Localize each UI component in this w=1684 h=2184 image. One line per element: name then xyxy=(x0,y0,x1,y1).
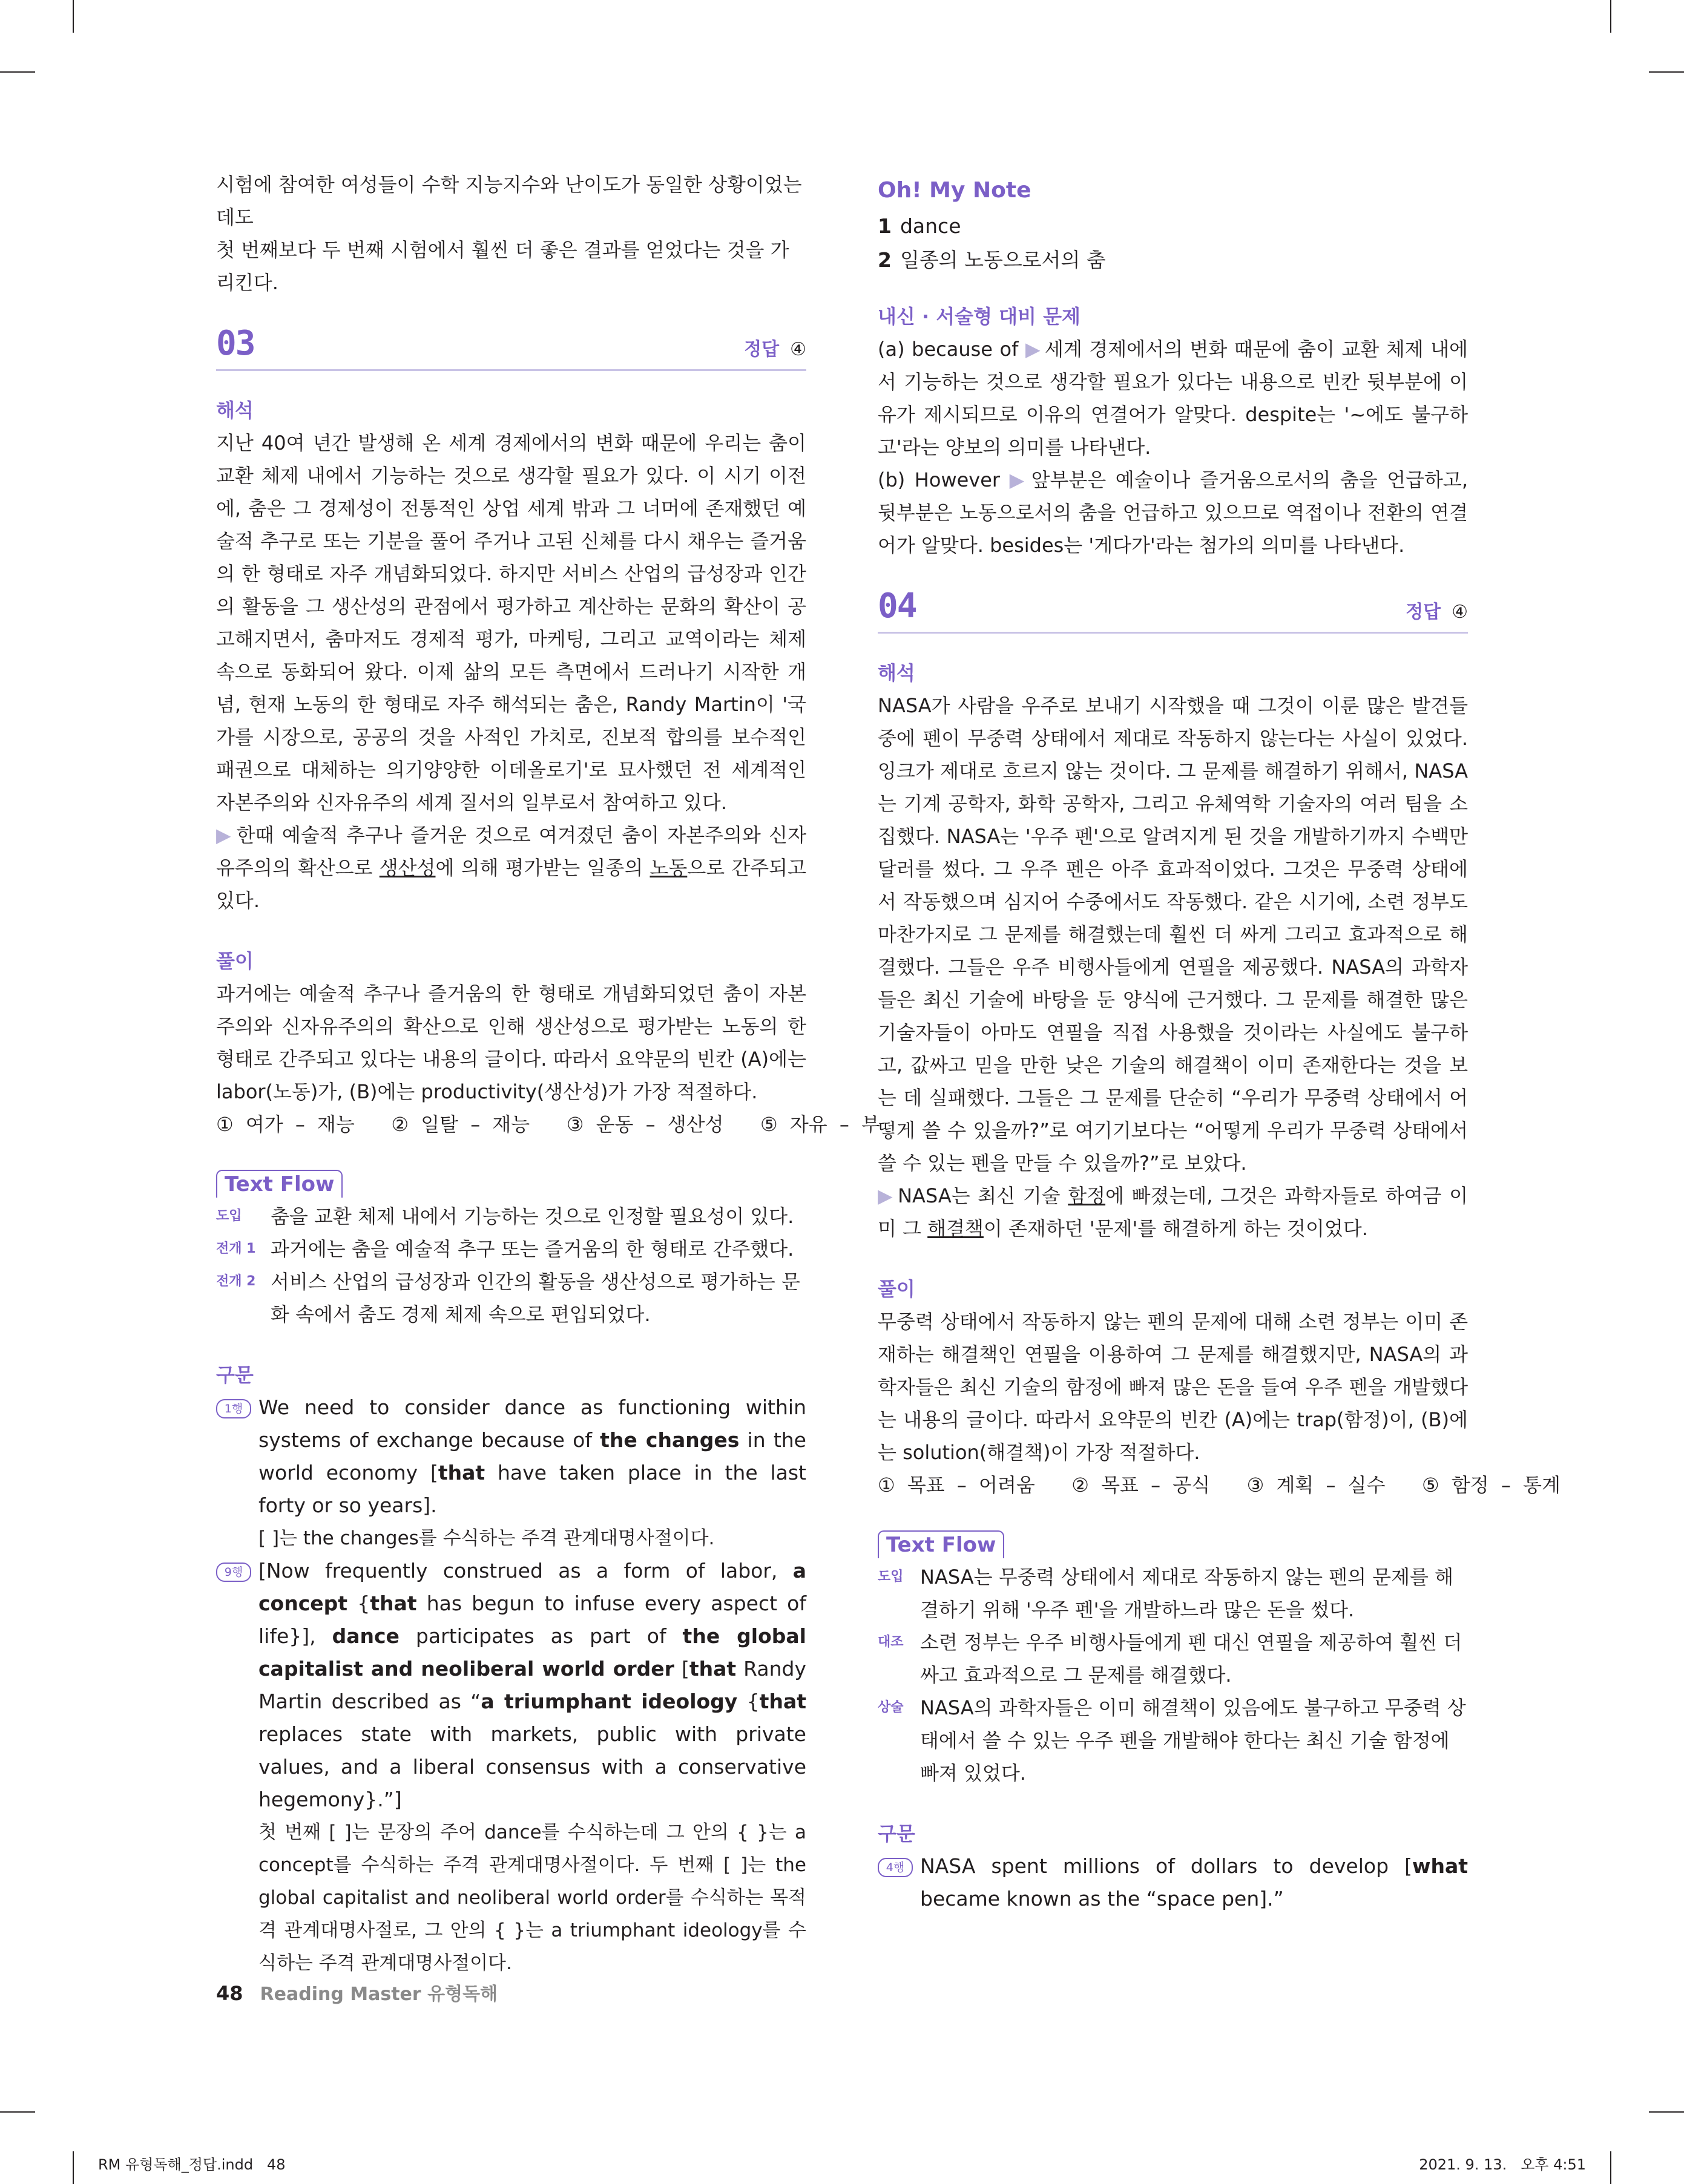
my-note-item: 2 일종의 노동으로서의 춤 xyxy=(878,248,1106,272)
text-flow-tag: 도입 xyxy=(878,1569,904,1584)
crop-mark xyxy=(1649,2111,1684,2113)
haeseok-label: 해석 xyxy=(878,661,915,684)
crop-mark xyxy=(73,2151,74,2184)
gumun-label: 구문 xyxy=(216,1363,254,1386)
text-flow-text: 소련 정부는 우주 비행사들에게 펜 대신 연필을 제공하여 훨씬 더 싸고 효과적으로 그 문제를 해결했다. xyxy=(920,1631,1462,1687)
page-number: 48 xyxy=(216,1982,243,2005)
answer-value: ④ xyxy=(790,339,806,360)
triangle-arrow-icon: ▶ xyxy=(216,824,233,847)
text-flow-item xyxy=(878,1691,1468,1789)
gumun-sentence: We need to consider dance as functioning within systems of exchange because of the changes in the world economy [that have taken place in the last forty or so years]. xyxy=(258,1395,806,1517)
text-flow-item xyxy=(216,1265,806,1331)
intro-line: 시험에 참여한 여성들이 수학 지능지수와 난이도가 동일한 상황이었는데도 xyxy=(216,173,802,229)
print-slug-date: 2021. 9. 13. 오후 4:51 xyxy=(1419,2156,1586,2173)
gumun-item xyxy=(216,1555,806,1979)
my-note-item: 1 dance xyxy=(878,214,961,238)
text-flow-list xyxy=(878,1561,1468,1789)
puri-text: 과거에는 예술적 추구나 즐거움의 한 형태로 개념화되었던 춤이 자본주의와 신자유주의의 확산으로 인해 생산성으로 평가받는 노동의 한 형태로 간주되고 있다는 내용의 글이다. 따라서 요약문의 빈칸 (A)에는 labor(노동)가, (B)에는 productivity(생산성)가 가장 적절하다. xyxy=(216,982,806,1103)
gumun-sentence: [Now frequently construed as a form of labor, a concept {that has begun to infuse every aspect of life}], dance participates as part of the global capitalist and neoliberal world order [that Randy Martin described as “a triumphant ideology {that replaces state with markets, public with private values, and a liberal consensus with a conservative hegemony}.”] xyxy=(258,1559,806,1811)
naesin-label: 내신 · 서술형 대비 문제 xyxy=(878,305,1080,328)
section-number: 03 xyxy=(216,324,255,363)
section-number: 04 xyxy=(878,586,916,626)
line-tag: 9행 xyxy=(216,1563,251,1582)
gumun-item xyxy=(216,1391,806,1555)
text-flow-tag: 상술 xyxy=(878,1700,904,1715)
answer-label: 정답 xyxy=(1406,602,1441,623)
line-tag: 1행 xyxy=(216,1399,251,1418)
triangle-arrow-icon: ▶ xyxy=(1025,338,1041,361)
text-flow-tag: 전개 2 xyxy=(216,1274,256,1289)
page-footer xyxy=(216,1979,498,2005)
answer-value: ④ xyxy=(1452,602,1468,623)
my-note-title: Oh! My Note xyxy=(878,178,1031,203)
answer-badge xyxy=(744,334,806,361)
text-flow-text: NASA의 과학자들은 이미 해결책이 있음에도 불구하고 무중력 상태에서 쓸 수 있는 우주 펜을 개발해야 한다는 최신 기술 함정에 빠져 있었다. xyxy=(920,1696,1466,1785)
puri-label: 풀이 xyxy=(878,1277,915,1300)
crop-mark xyxy=(1610,0,1611,33)
puri-choices: ① 여가 – 재능 ② 일탈 – 재능 ③ 운동 – 생산성 ⑤ 자유 – 부 xyxy=(216,1113,880,1136)
text-flow-item xyxy=(878,1626,1468,1691)
intro-line: 첫 번째보다 두 번째 시험에서 훨씬 더 좋은 결과를 얻었다는 것을 가리킨다. xyxy=(216,238,789,294)
haeseok-label: 해석 xyxy=(216,399,254,422)
gumun-note: 첫 번째 [ ]는 문장의 주어 dance를 수식하는데 그 안의 { }는 a concept를 수식하는 주격 관계대명사절이다. 두 번째 [ ]는 the global capitalist and neoliberal world order를 수식하는 목적격 관계대명사절로, 그 안의 { }는 a triumphant ideology를 수식하는 주격 관계대명사절이다. xyxy=(258,1822,806,1974)
triangle-arrow-icon: ▶ xyxy=(1009,468,1028,491)
text-flow-tag: 전개 1 xyxy=(216,1241,256,1256)
left-column xyxy=(216,168,880,1979)
triangle-arrow-icon: ▶ xyxy=(878,1184,895,1207)
gumun-item xyxy=(878,1850,1468,1915)
haeseok-summary: ▶ 한때 예술적 추구나 즐거운 것으로 여겨졌던 춤이 자본주의와 신자유주의의 확산으로 생산성에 의해 평가받는 일종의 노동으로 간주되고 있다. xyxy=(216,824,807,912)
haeseok-text: 지난 40여 년간 발생해 온 세계 경제에서의 변화 때문에 우리는 춤이 교환 체제 내에서 기능하는 것으로 생각할 필요가 있다. 이 시기 이전에, 춤은 그 경제성이 전통적인 상업 세계 밖과 그 너머에 존재했던 예술적 추구로 또는 기분을 풀어 주거나 고된 신체를 다시 채우는 즐거움의 한 형태로 자주 개념화되었다. 하지만 서비스 산업의 급성장과 인간의 활동을 그 생산성의 관점에서 평가하고 계산하는 문화의 확산이 공고해지면서, 춤마저도 경제적 평가, 마케팅, 그리고 교역이라는 체제 속으로 동화되어 왔다. 이제 삶의 모든 측면에서 드러나기 시작한 개념, 현재 노동의 한 형태로 자주 해석되는 춤은, Randy Martin이 '국가를 시장으로, 공공의 것을 사적인 가치로, 진보적 합의를 보수적인 패권으로 대체하는 의기양양한 이데올로기'로 묘사했던 전 세계적인 자본주의와 신자유주의 세계 질서의 일부로서 참여하고 있다. xyxy=(216,431,806,814)
text-flow-text: 춤을 교환 체제 내에서 기능하는 것으로 인정할 필요성이 있다. xyxy=(271,1205,794,1228)
text-flow-text: 서비스 산업의 급성장과 인간의 활동을 생산성으로 평가하는 문화 속에서 춤도 경제 체제 속으로 편입되었다. xyxy=(271,1270,800,1326)
line-tag: 4행 xyxy=(878,1858,913,1877)
text-flow-tag: 도입 xyxy=(216,1208,242,1224)
print-slug-file: RM 유형독해_정답.indd 48 xyxy=(98,2156,286,2173)
crop-mark xyxy=(0,71,35,73)
naesin-b: (b) However ▶ 앞부분은 예술이나 즐거움으로서의 춤을 언급하고, 뒷부분은 노동으로서의 춤을 언급하고 있으므로 역접이나 전환의 연결어가 알맞다. besides는 '게다가'라는 첨가의 의미를 나타낸다. xyxy=(878,468,1469,557)
text-flow-text: NASA는 무중력 상태에서 제대로 작동하지 않는 펜의 문제를 해결하기 위해 '우주 펜'을 개발하느라 많은 돈을 썼다. xyxy=(920,1566,1453,1621)
answer-badge xyxy=(1406,597,1468,623)
section-header-03 xyxy=(216,321,806,371)
crop-mark xyxy=(73,0,74,33)
crop-mark xyxy=(1649,71,1684,73)
puri-choices: ① 목표 – 어려움 ② 목표 – 공식 ③ 계획 – 실수 ⑤ 함정 – 통계 xyxy=(878,1474,1561,1497)
crop-mark xyxy=(1610,2151,1611,2184)
text-flow-title: Text Flow xyxy=(878,1530,1004,1558)
gumun-label: 구문 xyxy=(878,1822,915,1845)
text-flow-item xyxy=(878,1561,1468,1626)
haeseok-text: NASA가 사람을 우주로 보내기 시작했을 때 그것이 이룬 많은 발견들 중에 펜이 무중력 상태에서 제대로 작동하지 않는다는 사실이 있었다. 잉크가 제대로 흐르지 않는 것이다. 그 문제를 해결하기 위해서, NASA는 기계 공학자, 화학 공학자, 그리고 유체역학 기술자의 여러 팀을 소집했다. NASA는 '우주 펜'으로 알려지게 된 것을 개발하기까지 수백만 달러를 썼다. 그 우주 펜은 아주 효과적이었다. 그것은 무중력 상태에서 작동했으며 심지어 수중에서도 작동했다. 같은 시기에, 소련 정부도 마찬가지로 그 문제를 해결했는데 훨씬 더 싸게 그리고 효과적으로 해결했다. 그들은 우주 비행사들에게 연필을 제공했다. NASA의 과학자들은 최신 기술에 바탕을 둔 양식에 근거했다. 그 문제를 해결한 많은 기술자들이 아마도 연필을 직접 사용했을 것이라는 사실에도 불구하고, 값싸고 믿을 만한 낮은 기술의 해결책이 이미 존재한다는 것을 보는 데 실패했다. 그들은 그 문제를 단순히 “우리가 무중력 상태에서 어떻게 쓸 수 있을까?”로 여기기보다는 “어떻게 우리가 무중력 상태에서 쓸 수 있는 펜을 만들 수 있을까?”로 보았다. xyxy=(878,694,1468,1175)
crop-mark xyxy=(0,2111,35,2113)
text-flow-title: Text Flow xyxy=(216,1170,343,1198)
text-flow-list xyxy=(216,1200,806,1331)
puri-text: 무중력 상태에서 작동하지 않는 펜의 문제에 대해 소련 정부는 이미 존재하는 해결책인 연필을 이용하여 그 문제를 해결했지만, NASA의 과학자들은 최신 기술의 함정에 빠져 많은 돈을 들여 우주 펜을 개발했다는 내용의 글이다. 따라서 요약문의 빈칸 (A)에는 trap(함정)이, (B)에는 solution(해결책)이 가장 적절하다. xyxy=(878,1310,1468,1464)
text-flow-text: 과거에는 춤을 예술적 추구 또는 즐거움의 한 형태로 간주했다. xyxy=(271,1238,794,1261)
haeseok-summary: ▶ NASA는 최신 기술 함정에 빠졌는데, 그것은 과학자들로 하여금 이미 그 해결책이 존재하던 '문제'를 해결하게 하는 것이었다. xyxy=(878,1184,1468,1240)
naesin-a: (a) because of ▶ 세계 경제에서의 변화 때문에 춤이 교환 체제 내에서 기능하는 것으로 생각할 필요가 있다는 내용으로 빈칸 뒷부분에 이유가 제시되므로 이유의 연결어가 알맞다. despite는 '~에도 불구하고'라는 양보의 의미를 나타낸다. xyxy=(878,338,1469,459)
text-flow-tag: 대조 xyxy=(878,1635,904,1650)
right-column xyxy=(878,168,1561,1915)
text-flow-item xyxy=(216,1200,806,1233)
answer-label: 정답 xyxy=(744,339,780,360)
gumun-sentence: NASA spent millions of dollars to develop [what became known as the “space pen].” xyxy=(920,1854,1468,1910)
text-flow-item xyxy=(216,1233,806,1265)
gumun-note: [ ]는 the changes를 수식하는 주격 관계대명사절이다. xyxy=(258,1527,715,1549)
puri-label: 풀이 xyxy=(216,949,254,972)
book-title: Reading Master 유형독해 xyxy=(260,1984,498,2005)
section-header-04 xyxy=(878,583,1468,634)
